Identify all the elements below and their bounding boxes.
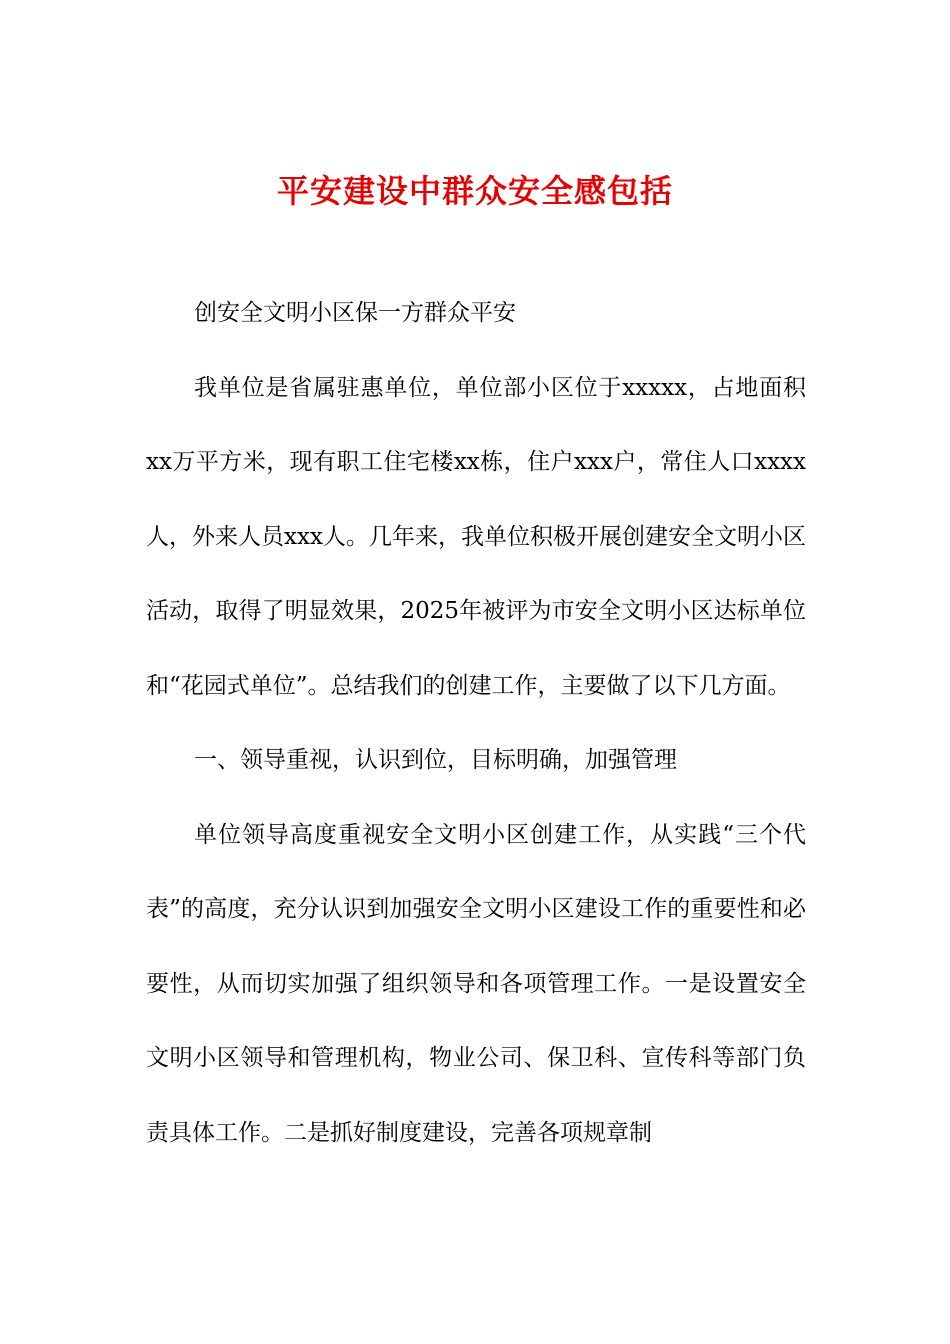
document-title: 平安建设中群众安全感包括 [276,172,673,211]
paragraph-section-heading: 一、领导重视，认识到位，目标明确，加强管理 [194,747,677,773]
paragraph-intro: 我单位是省属驻惠单位，单位部小区位于xxxxx，占地面积xx万平方米，现有职工住宅楼xx栋，住户xxx户，常住人口xxxx人，外来人员xxx人。几年来，我单位积极开展创建安全文明小区活动，取得了明显效果，2025年被评为市安全文明小区达标单位和“花园式单位”。总结我们的创建工作，主要做了以下几方面。 [146,374,806,699]
document-body [146,276,806,1170]
paragraph-section-body: 单位领导高度重视安全文明小区创建工作，从实践“三个代表”的高度，充分认识到加强安全文明小区建设工作的重要性和必要性，从而切实加强了组织领导和各项管理工作。一是设置安全文明小区领导和管理机构，物业公司、保卫科、宣传科等部门负责具体工作。二是抓好制度建设，完善各项规章制 [146,821,806,1146]
paragraph-subtitle: 创安全文明小区保一方群众平安 [194,300,516,326]
